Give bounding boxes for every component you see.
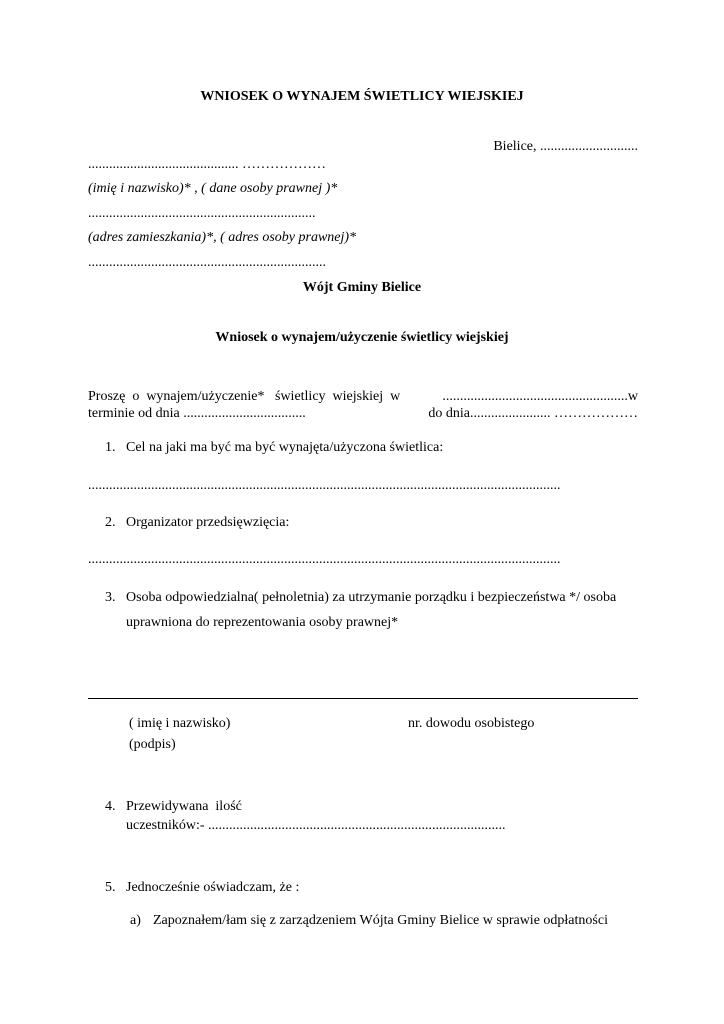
applicant-extra-line: .................................................................... bbox=[88, 255, 326, 270]
request-venue-blank: .....................................................w bbox=[442, 389, 638, 404]
item-4-text-line-2: uczestników:- ..................................................................................... bbox=[126, 818, 506, 833]
subitem-a-letter: a) bbox=[130, 913, 141, 928]
request-line-2: terminie od dnia ................................... bbox=[88, 406, 306, 421]
applicant-address-hint: (adres zamieszkania)*, ( adres osoby prawnej)* bbox=[88, 230, 357, 245]
item-3-text-line-2: uprawniona do reprezentowania osoby prawnej* bbox=[126, 615, 399, 630]
item-2-answer-line: ....................................................................................................................................... bbox=[88, 552, 561, 567]
document-title: WNIOSEK O WYNAJEM ŚWIETLICY WIEJSKIEJ bbox=[200, 89, 524, 104]
subject-heading: Wniosek o wynajem/użyczenie świetlicy wiejskiej bbox=[215, 330, 509, 345]
item-1-text: Cel na jaki ma być ma być wynajęta/użyczona świetlica: bbox=[126, 440, 444, 455]
applicant-name-hint: (imię i nazwisko)* , ( dane osoby prawnej )* bbox=[88, 181, 338, 196]
item-5-number: 5. bbox=[105, 880, 116, 895]
applicant-name-line: ........................................... ……………… bbox=[88, 157, 326, 172]
applicant-address-line: ................................................................. bbox=[88, 206, 316, 221]
item-4-number: 4. bbox=[105, 799, 116, 814]
place-and-date: Bielice, ............................ bbox=[493, 139, 638, 154]
subitem-a-text: Zapoznałem/łam się z zarządzeniem Wójta Gminy Bielice w sprawie odpłatności bbox=[153, 913, 608, 928]
item-3-text-line-1: Osoba odpowiedzialna( pełnoletnia) za utrzymanie porządku i bezpieczeństwa */ osoba bbox=[126, 590, 617, 605]
item-4-text-line-1: Przewidywana ilość bbox=[126, 799, 242, 814]
item-2-number: 2. bbox=[105, 515, 116, 530]
item-3-number: 3. bbox=[105, 590, 116, 605]
request-line-1: Proszę o wynajem/użyczenie* świetlicy wiejskiej w bbox=[88, 389, 401, 404]
request-end-date: do dnia....................... ……………… bbox=[428, 406, 638, 421]
signature-sign-label: (podpis) bbox=[129, 737, 176, 752]
signature-name-label: ( imię i nazwisko) bbox=[129, 716, 231, 731]
item-5-text: Jednocześnie oświadczam, że : bbox=[126, 880, 300, 895]
recipient-heading: Wójt Gminy Bielice bbox=[302, 280, 422, 295]
signature-id-label: nr. dowodu osobistego bbox=[408, 716, 535, 731]
signature-rule bbox=[88, 698, 638, 699]
item-2-text: Organizator przedsięwzięcia: bbox=[126, 515, 290, 530]
item-1-number: 1. bbox=[105, 440, 116, 455]
item-1-answer-line: ....................................................................................................................................... bbox=[88, 478, 561, 493]
